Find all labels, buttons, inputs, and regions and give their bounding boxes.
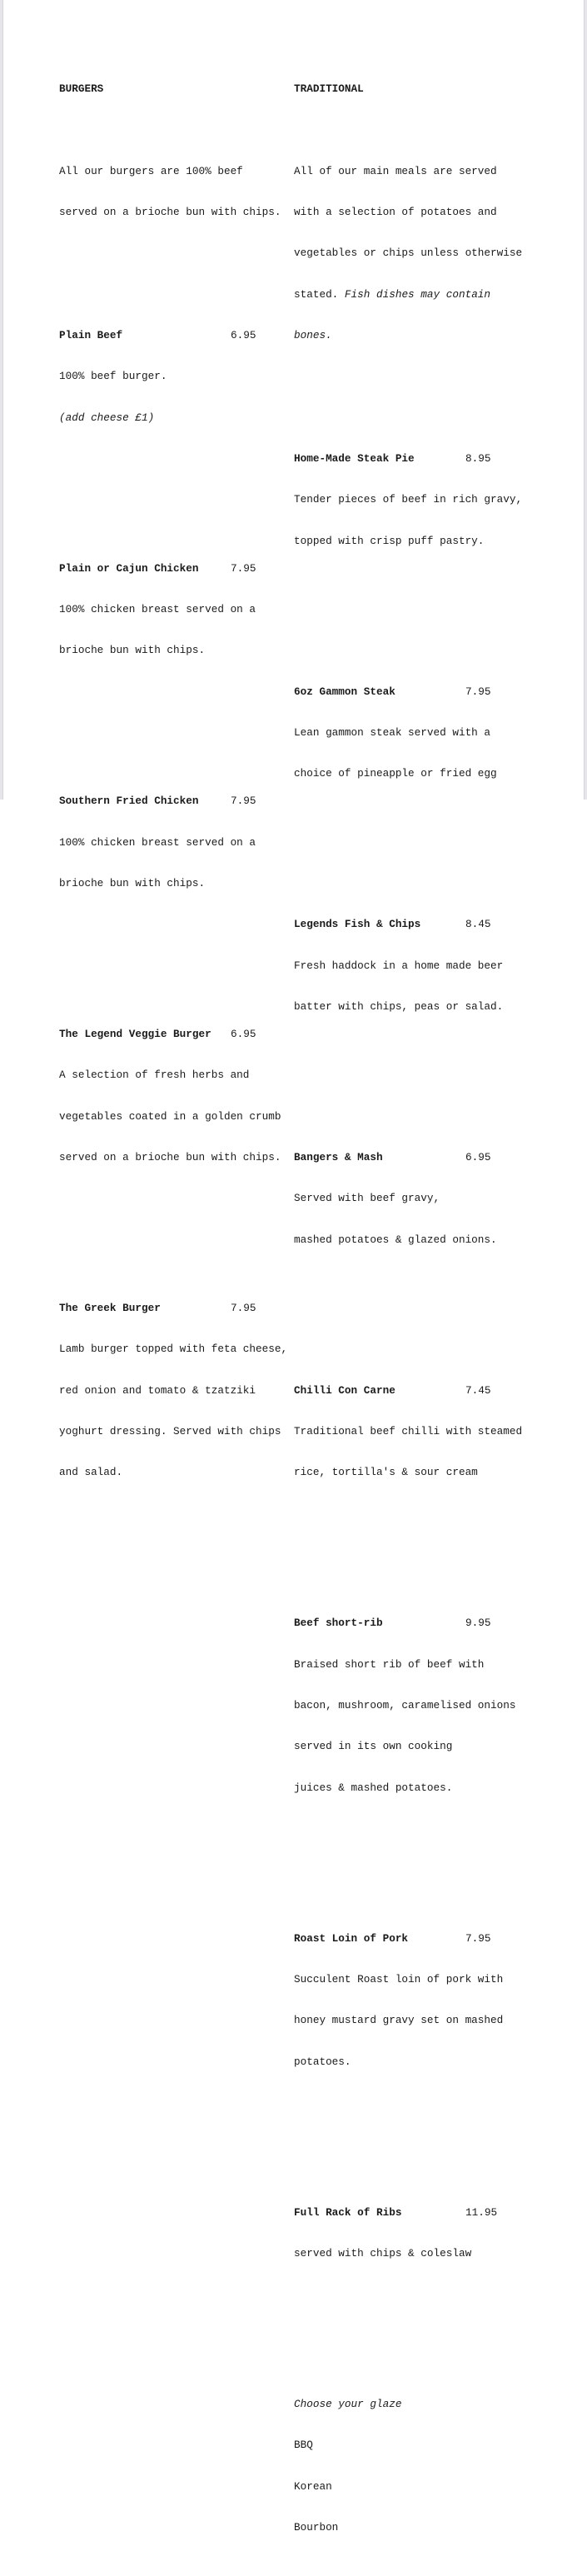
item-price: 7.95	[231, 561, 256, 575]
item-price: 7.95	[465, 685, 491, 698]
section-heading-burgers: BURGERS	[59, 82, 104, 95]
item-description: Lean gammon steak served with a	[294, 726, 491, 739]
traditional-section	[294, 55, 535, 2576]
item-description: honey mustard gravy set on mashed	[294, 2014, 504, 2027]
item-description: choice of pineapple or fried egg	[294, 767, 497, 780]
item-description: juices & mashed potatoes.	[294, 1781, 453, 1794]
item-description: red onion and tomato & tzatziki	[59, 1383, 256, 1397]
item-price: 6.95	[231, 1027, 256, 1040]
item-description: 100% chicken breast served on a	[59, 602, 256, 615]
page-edge-left	[0, 0, 3, 800]
menu-item	[294, 1589, 535, 1822]
glaze-option: BBQ	[294, 2439, 313, 2452]
section-heading-traditional: TRADITIONAL	[294, 82, 364, 95]
traditional-intro-line: All of our main meals are served	[294, 164, 497, 177]
item-description: rice, tortilla's & sour cream	[294, 1466, 478, 1479]
menu-item	[59, 767, 292, 918]
item-description: 100% beef burger.	[59, 370, 167, 383]
fish-bones-warning: Fish dishes may contain	[344, 287, 491, 301]
menu-item	[294, 890, 535, 1041]
menu-item	[294, 2179, 535, 2289]
menu-item	[294, 425, 535, 575]
item-description: and salad.	[59, 1466, 123, 1479]
item-price: 7.95	[231, 795, 256, 808]
menu-item	[294, 1357, 535, 1507]
item-description: topped with crisp puff pastry.	[294, 534, 485, 547]
item-name: Full Rack of Ribs	[294, 2205, 402, 2219]
glaze-options	[294, 2370, 535, 2562]
item-description: vegetables coated in a golden crumb	[59, 1109, 281, 1123]
item-description: batter with chips, peas or salad.	[294, 999, 504, 1013]
item-description: Lamb burger topped with feta cheese,	[59, 1343, 288, 1356]
item-description: Served with beef gravy,	[294, 1192, 440, 1205]
menu-item	[59, 301, 292, 452]
menu-item	[294, 1905, 535, 2096]
item-description: brioche bun with chips.	[59, 876, 206, 889]
item-description: Succulent Roast loin of pork with	[294, 1972, 504, 1986]
item-name: Plain Beef	[59, 328, 123, 341]
item-description: A selection of fresh herbs and	[59, 1069, 250, 1082]
page-edge-right	[584, 0, 587, 800]
item-name: Bangers & Mash	[294, 1150, 383, 1163]
item-description: served with chips & coleslaw	[294, 2246, 472, 2260]
item-price: 7.45	[465, 1383, 491, 1397]
burgers-intro-line: All our burgers are 100% beef	[59, 164, 243, 177]
item-price: 9.95	[465, 1617, 491, 1630]
menu-item	[294, 1124, 535, 1274]
menu-item	[59, 1000, 292, 1192]
item-name: The Greek Burger	[59, 1301, 161, 1314]
intro-text: stated.	[294, 287, 345, 301]
item-description: Tender pieces of beef in rich gravy,	[294, 493, 523, 506]
item-description: mashed potatoes & glazed onions.	[294, 1233, 497, 1246]
item-name: Chilli Con Carne	[294, 1383, 395, 1397]
item-name: Home-Made Steak Pie	[294, 452, 415, 466]
menu-item	[59, 1274, 292, 1507]
item-price: 8.95	[465, 452, 491, 466]
item-name: The Legend Veggie Burger	[59, 1027, 211, 1040]
traditional-intro-line: vegetables or chips unless otherwise	[294, 247, 523, 260]
item-description: brioche bun with chips.	[59, 644, 206, 657]
item-note: (add cheese £1)	[59, 411, 155, 424]
item-description: bacon, mushroom, caramelised onions	[294, 1698, 516, 1712]
traditional-intro-line	[294, 288, 535, 301]
traditional-intro-line: with a selection of potatoes and	[294, 205, 497, 218]
burgers-intro-line: served on a brioche bun with chips.	[59, 205, 281, 218]
item-description: 100% chicken breast served on a	[59, 835, 256, 849]
glaze-option: Bourbon	[294, 2520, 339, 2534]
item-name: Legends Fish & Chips	[294, 918, 421, 931]
item-price: 7.95	[231, 1301, 256, 1314]
item-description: served on a brioche bun with chips.	[59, 1150, 281, 1163]
item-price: 7.95	[465, 1931, 491, 1945]
burgers-section	[59, 55, 292, 1521]
item-description: yoghurt dressing. Served with chips	[59, 1424, 281, 1437]
item-description: Traditional beef chilli with steamed	[294, 1424, 523, 1437]
item-description: Braised short rib of beef with	[294, 1657, 485, 1671]
menu-item	[59, 535, 292, 685]
item-description: Fresh haddock in a home made beer	[294, 959, 504, 972]
item-name: 6oz Gammon Steak	[294, 685, 395, 698]
fish-bones-warning-end: bones.	[294, 328, 332, 341]
item-name: Southern Fried Chicken	[59, 795, 199, 808]
item-name: Roast Loin of Pork	[294, 1931, 409, 1945]
menu-item	[294, 658, 535, 809]
glaze-label: Choose your glaze	[294, 2397, 402, 2410]
item-name: Beef short-rib	[294, 1617, 383, 1630]
item-price: 6.95	[231, 328, 256, 341]
item-description: served in its own cooking	[294, 1740, 453, 1753]
item-description: potatoes.	[294, 2055, 351, 2068]
glaze-option: Korean	[294, 2479, 332, 2493]
item-price: 6.95	[465, 1150, 491, 1163]
item-price: 8.45	[465, 918, 491, 931]
item-price: 11.95	[465, 2205, 498, 2219]
item-name: Plain or Cajun Chicken	[59, 561, 199, 575]
